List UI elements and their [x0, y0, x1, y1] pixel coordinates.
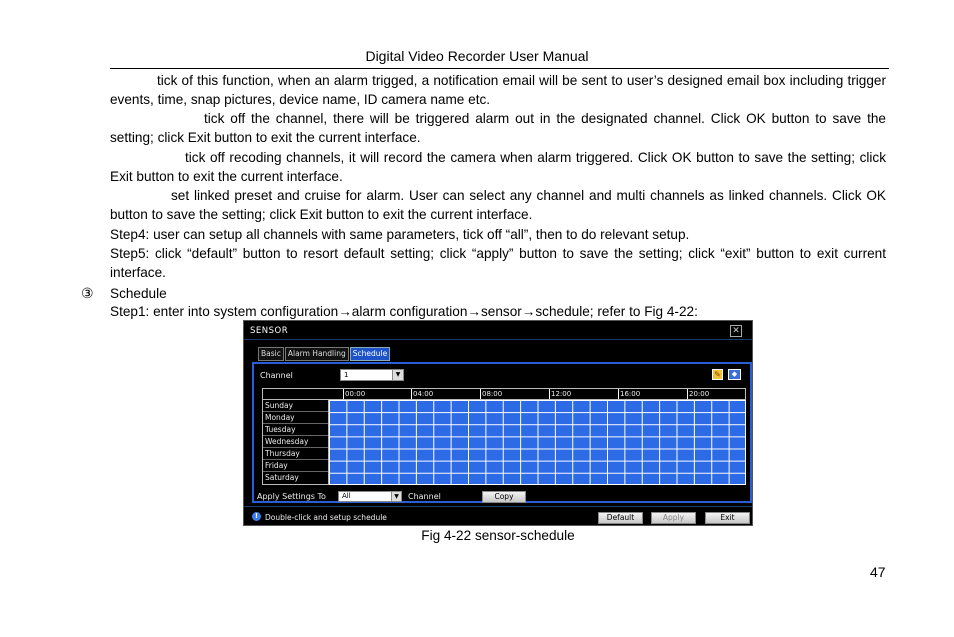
tick-mark — [411, 389, 412, 399]
page-number: 47 — [870, 564, 886, 580]
schedule-heading: Schedule — [110, 286, 167, 301]
tick-mark — [549, 389, 550, 399]
channel-label: Channel — [260, 371, 293, 380]
default-button[interactable]: Default — [598, 512, 643, 524]
schedule-cells[interactable] — [329, 400, 746, 485]
apply-settings-label: Apply Settings To — [257, 492, 326, 501]
paragraph-step1: Step1: enter into system configuration→alarm configuration→sensor→schedule; refer to Fig 4-22: — [110, 304, 698, 319]
pencil-icon[interactable]: ✎ — [712, 369, 723, 380]
paragraph-record: tick off recoding channels, it will record the camera when alarm triggered. Click OK button to save the setting; click Exit button to exit the current interface. — [110, 150, 886, 184]
apply-channel-label: Channel — [408, 492, 441, 501]
channel-select-value: 1 — [344, 371, 349, 379]
apply-button[interactable]: Apply — [651, 512, 696, 524]
sensor-schedule-figure — [243, 320, 753, 526]
footer-divider — [244, 506, 752, 507]
time-tick: 20:00 — [689, 390, 710, 398]
day-label: Monday — [263, 412, 328, 424]
copy-button[interactable]: Copy — [482, 491, 526, 503]
close-icon[interactable]: ✕ — [730, 325, 742, 337]
day-label: Saturday — [265, 473, 299, 482]
day-label: Friday — [263, 460, 328, 472]
channel-select[interactable] — [340, 369, 404, 381]
titlebar-divider — [244, 339, 752, 340]
hint-text: Double-click and setup schedule — [265, 513, 387, 522]
tab-bar — [258, 347, 390, 361]
time-tick: 00:00 — [345, 390, 366, 398]
tab-schedule[interactable]: Schedule — [350, 347, 390, 361]
day-labels — [262, 400, 329, 485]
exit-button[interactable]: Exit — [705, 512, 750, 524]
tab-basic[interactable]: Basic — [258, 347, 284, 361]
paragraph-step5: Step5: click “default” button to resort default setting; click “apply” button to save the setting; click “exit” button to exit current interface. — [110, 246, 886, 280]
schedule-grid — [262, 388, 746, 485]
tick-mark — [687, 389, 688, 399]
eraser-icon[interactable]: ◆ — [728, 369, 741, 380]
chevron-down-icon: ▼ — [392, 370, 403, 380]
day-label: Wednesday — [263, 436, 328, 448]
chevron-down-icon: ▼ — [391, 492, 401, 501]
time-header — [262, 388, 746, 400]
paragraph-email: tick of this function, when an alarm trigged, a notification email will be sent to user’s designed email box including trigger events, time, snap pictures, device name, ID camera name etc. — [110, 73, 886, 107]
window-title: SENSOR — [250, 326, 289, 336]
apply-settings-value: All — [342, 492, 351, 500]
header-title: Digital Video Recorder User Manual — [365, 48, 589, 64]
paragraph-ptz: set linked preset and cruise for alarm. User can select any channel and multi channels as linked channels. Click OK button to save the setting; click Exit button to exit the current interface. — [110, 188, 886, 222]
tab-alarm-handling[interactable]: Alarm Handling — [285, 347, 349, 361]
day-label: Sunday — [263, 400, 328, 412]
time-tick: 16:00 — [620, 390, 641, 398]
time-tick: 12:00 — [551, 390, 572, 398]
day-label: Tuesday — [263, 424, 328, 436]
day-label: Thursday — [263, 448, 328, 460]
tick-mark — [343, 389, 344, 399]
time-tick: 08:00 — [482, 390, 503, 398]
figure-caption: Fig 4-22 sensor-schedule — [421, 528, 575, 543]
time-tick: 04:00 — [413, 390, 434, 398]
apply-settings-select[interactable] — [338, 491, 402, 502]
schedule-panel — [252, 362, 752, 503]
info-icon: ! — [252, 512, 261, 521]
paragraph-step4: Step4: user can setup all channels with same parameters, tick off “all”, then to do relevant setup. — [110, 227, 690, 242]
tick-mark — [618, 389, 619, 399]
schedule-number: ③ — [81, 285, 94, 301]
paragraph-alarm-out: tick off the channel, there will be triggered alarm out in the designated channel. Click OK button to save the setting; click Exit button to exit the current interface. — [110, 111, 886, 145]
tick-mark — [480, 389, 481, 399]
header-rule — [110, 68, 889, 69]
